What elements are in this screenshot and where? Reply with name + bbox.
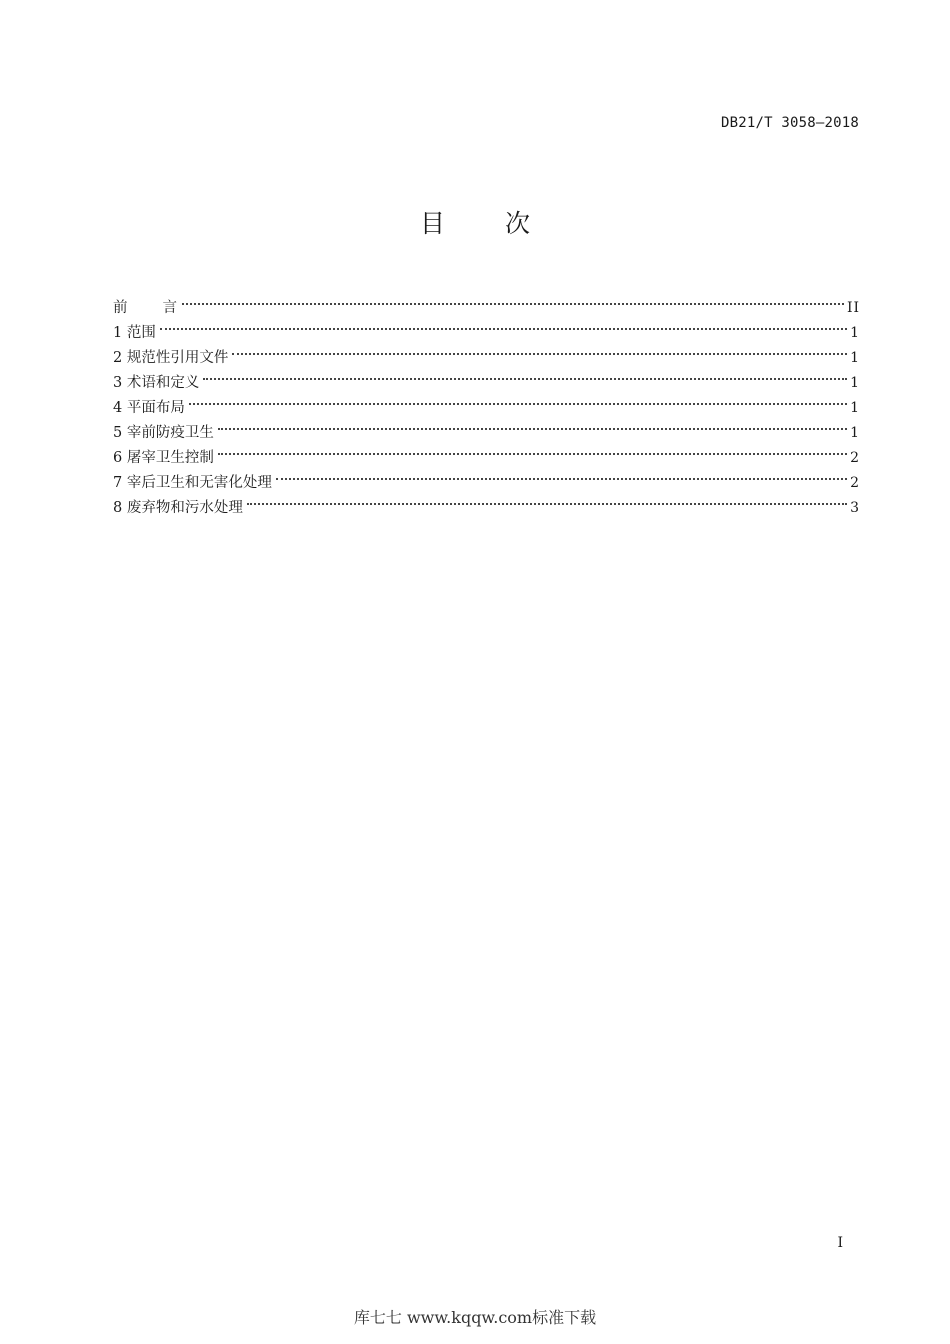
toc-entry-pre-slaughter[interactable]	[113, 412, 860, 441]
toc-entry-label: 8 废弃物和污水处理	[113, 500, 243, 516]
toc-entry-page: 1	[850, 325, 860, 341]
toc-dot-leader	[218, 437, 847, 462]
table-of-contents	[113, 287, 860, 516]
toc-entry-label: 4 平面布局	[113, 400, 185, 416]
toc-entry-label: 前 言	[113, 300, 178, 316]
toc-entry-terms-definitions[interactable]	[113, 362, 860, 391]
toc-entry-page: 2	[850, 475, 860, 491]
toc-dot-leader	[218, 412, 847, 437]
footer-watermark: 库七七 www.kqqw.com标准下载	[353, 1308, 597, 1327]
toc-entry-page: 1	[850, 400, 860, 416]
toc-entry-label: 2 规范性引用文件	[113, 350, 229, 366]
toc-entry-foreword[interactable]	[113, 287, 860, 316]
toc-entry-page: 3	[850, 500, 860, 516]
toc-entry-post-slaughter[interactable]	[113, 462, 860, 491]
toc-entry-slaughter-control[interactable]	[113, 437, 860, 466]
toc-title: 目 次	[420, 209, 556, 238]
toc-entry-label: 1 范围	[113, 325, 156, 341]
toc-entry-page: 1	[850, 350, 860, 366]
toc-entry-label: 7 宰后卫生和无害化处理	[113, 475, 272, 491]
toc-entry-page: 1	[850, 375, 860, 391]
toc-dot-leader	[203, 362, 847, 387]
toc-entry-normative-references[interactable]	[113, 337, 860, 366]
document-code: DB21/T 3058—2018	[720, 115, 859, 131]
toc-dot-leader	[276, 462, 847, 487]
toc-entry-page: II	[846, 300, 860, 316]
toc-entry-scope[interactable]	[113, 312, 860, 341]
toc-dot-leader	[232, 337, 847, 362]
toc-entry-label: 5 宰前防疫卫生	[113, 425, 214, 441]
toc-entry-page: 1	[850, 425, 860, 441]
toc-entry-label: 3 术语和定义	[113, 375, 200, 391]
toc-dot-leader	[189, 387, 847, 412]
toc-dot-leader	[182, 287, 844, 312]
toc-entry-page: 2	[850, 450, 860, 466]
toc-dot-leader	[160, 312, 847, 337]
toc-entry-label: 6 屠宰卫生控制	[113, 450, 214, 466]
toc-dot-leader	[247, 487, 847, 512]
page-number: I	[837, 1235, 843, 1251]
toc-entry-layout[interactable]	[113, 387, 860, 416]
